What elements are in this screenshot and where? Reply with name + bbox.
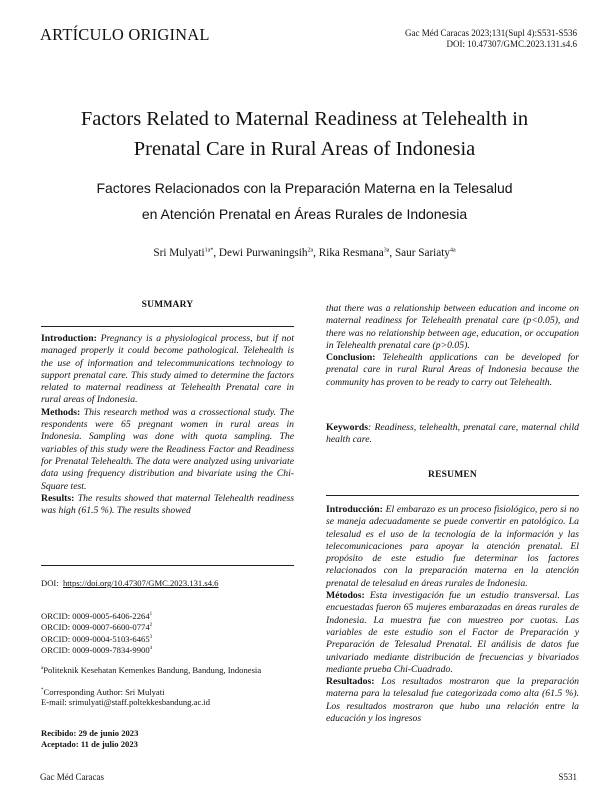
corresponding-mark: * — [41, 688, 44, 693]
orcid-list — [41, 610, 294, 655]
author-list: Sri Mulyati$^{1a*}$, Dewi Purwaningsih$^{2a}$, Rika Resmana$^{3a}$, Saur Sariaty$^{4a}$ — [153, 247, 456, 259]
orcid-entry: ORCID: 0009-0007-6600-0774$^2$ — [41, 622, 153, 633]
resumen-abstract — [326, 504, 579, 725]
journal-line: Gac Méd Caracas 2023;131(Supl 4):S531-S536 — [405, 28, 577, 38]
subtitle-line-2: en Atención Prenatal en Áreas Rurales de Indonesia — [141, 205, 468, 222]
methods-text: This research method was a crossectional study. The respondents were 65 pregnant women in rural areas in Indonesia. Sampling was done with quota sampling. The variables of this study were the Readiness Factor and Readiness for Prenatal Telehealth. The data were analyzed using univariate data using frequency distribution and bivariate using the Chi-Square test. — [41, 406, 294, 492]
methods-label: Methods: — [41, 406, 81, 418]
journal-citation — [405, 28, 577, 50]
author-affiliation-mark: 2a — [307, 247, 314, 254]
orcid-entry: ORCID: 0009-0004-5103-6465$^3$ — [41, 633, 153, 644]
resumen-divider — [326, 495, 579, 496]
author-name: Saur Sariaty — [394, 247, 450, 259]
conclusion-label: Conclusion: — [326, 352, 376, 364]
article-subtitle — [40, 176, 569, 227]
orcid-entry: ORCID: 0009-0005-6406-2264$^1$ — [41, 610, 153, 621]
conclusion-text: Telehealth applications can be developed for prenatal care in rural Rural Areas of Indonesia because the community has proven to be ready to carry out Telehealth. — [326, 352, 580, 388]
author-name: Rika Resmana — [318, 247, 384, 259]
resumen-introduction — [326, 504, 579, 590]
affiliation-mark: a — [41, 666, 44, 671]
title-line-1: Factors Related to Maternal Readiness at Telehealth in — [80, 108, 529, 130]
summary-introduction — [41, 333, 294, 407]
results-text: The results showed that maternal Telehealth readiness was high (61.5 %). The results showed — [41, 492, 294, 517]
resumen-intro-text: El embarazo es un proceso fisiológico, pero si no se maneja adecuadamente se puede convertir en patológico. La telesalud es el uso de la tecnología de la información y las telecomunicaciones para apoyar la atención prenatal. El propósito de este estudio fue determinar los factores relacionados con la preparación materna en la atención prenatal de telesalud en áreas rurales de Indonesia. — [326, 504, 580, 589]
summary-results — [41, 493, 294, 518]
resumen-methods-label: Métodos: — [326, 590, 365, 602]
received-date: Recibido: 29 de junio 2023 — [41, 728, 139, 738]
article-title — [40, 104, 569, 164]
section-label: ARTÍCULO ORIGINAL — [40, 25, 210, 44]
doi-link[interactable]: https://doi.org/10.47307/GMC.2023.131.s4.6 — [62, 578, 219, 588]
affiliation — [41, 664, 294, 675]
doi-block — [41, 578, 294, 589]
intro-text: Pregnancy is a physiological process, but if not managed properly it could become pathological. Telehealth is the use of information and telecommunications technology to support prenatal care. This study aimed to determine the factors related to maternal readiness at Telehealth Prenatal care in rural areas of Indonesia. — [41, 333, 295, 406]
intro-label: Introduction: — [41, 333, 97, 344]
corresponding-author — [41, 686, 294, 708]
author-affiliation-mark: 3a — [383, 247, 390, 254]
footer-page-number: S531 — [558, 772, 577, 782]
subtitle-line-1: Factores Relacionados con la Preparación Materna en la Telesalud — [96, 180, 513, 196]
footer-journal: Gac Méd Caracas — [40, 772, 104, 782]
doi-label: DOI: — [41, 578, 59, 588]
affiliation-text: Politeknik Kesehatan Kemenkes Bandung, Bandung, Indonesia — [43, 664, 262, 675]
resumen-results — [326, 676, 579, 725]
summary-methods — [41, 407, 294, 493]
author-name: Sri Mulyati — [153, 247, 205, 259]
resumen-heading: RESUMEN — [428, 470, 477, 480]
resumen-intro-label: Introducción: — [326, 504, 383, 515]
summary-abstract — [41, 333, 294, 517]
resumen-results-text: Los resultados mostraron que la preparación materna para la telesalud fue categorizada como alta (61.5 %). Los resultados mostraron que hubo una relación entre la educación y los ingresos — [326, 676, 580, 725]
results-continued: that there was a relationship between education and income on maternal readiness for Telehealth prenatal care (p<0.05), and there was no relationship between age, education, or occupation in Telehealth prenatal care (p>0.05). — [326, 303, 579, 351]
author-affiliation-mark: 4a — [449, 247, 456, 254]
corresponding-text: Corresponding Author: Sri Mulyati — [43, 686, 165, 697]
author-name: Dewi Purwaningsih — [218, 247, 308, 259]
front-matter-divider — [41, 565, 294, 566]
email-text[interactable]: E-mail: srimulyati@staff.poltekkesbandung.ac.id — [41, 697, 211, 708]
summary-conclusion — [326, 352, 579, 389]
summary-continued — [326, 303, 579, 389]
keywords — [326, 422, 579, 447]
resumen-methods-text: Esta investigación fue un estudio transversal. Las encuestadas fueron 65 mujeres embarazadas en áreas rurales de Indonesia. La muestra fue con muestreo por cuotas. Las variables de este estudio son el Factor de Preparación y Preparación de Telesalud Prenatal. El análisis de datos fue univariado mediante distribución de frecuencias y bivariados mediante prueba Chi-Cuadrado. — [326, 590, 579, 675]
author-affiliation-mark: 1a* — [204, 247, 214, 254]
resumen-results-label: Resultados: — [326, 676, 375, 688]
orcid-entry: ORCID: 0009-0009-7834-9900$^4$ — [41, 644, 153, 655]
summary-heading: SUMMARY — [141, 300, 194, 310]
doi-line: DOI: 10.47307/GMC.2023.131.s4.6 — [446, 39, 577, 49]
title-line-2: Prenatal Care in Rural Areas of Indonesia — [133, 138, 476, 160]
keywords-label: Keywords — [326, 422, 368, 433]
dates — [41, 728, 294, 749]
resumen-methods — [326, 590, 579, 676]
results-label: Results: — [41, 492, 75, 504]
accepted-date: Aceptado: 11 de julio 2023 — [41, 738, 138, 749]
summary-divider — [41, 326, 294, 327]
keywords-text: : Readiness, telehealth, prenatal care, maternal child health care. — [326, 422, 579, 446]
